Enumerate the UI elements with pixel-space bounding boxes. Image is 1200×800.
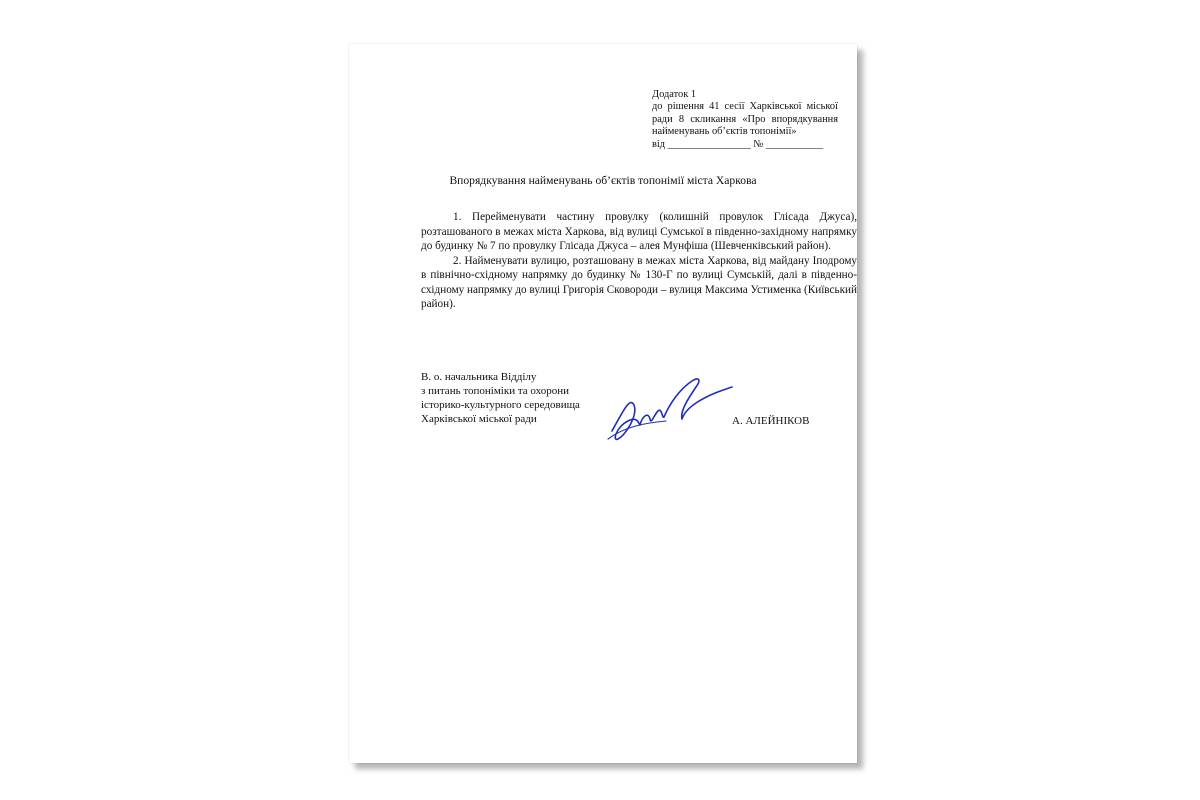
signer-line-2: з питань топоніміки та охорони <box>421 385 569 397</box>
appendix-line-3: ради 8 скликання «Про впорядкування <box>652 113 838 125</box>
signer-name: А. АЛЕЙНІКОВ <box>732 415 810 427</box>
appendix-header <box>652 89 838 151</box>
appendix-line-1: Додаток 1 <box>652 89 697 100</box>
document-body <box>421 210 857 312</box>
document-title: Впорядкування найменувань об’єктів топонімії міста Харкова <box>449 174 757 187</box>
paragraph-1: 1. Перейменувати частину провулку (колишній провулок Глісада Джуса), розташованого в межах міста Харкова, від вулиці Сумської в південно-західному напрямку до будинку № 7 по провулку Глісада Джуса – алея Мунфіша (Шевченківський район). <box>421 211 857 252</box>
document-page <box>349 44 857 763</box>
signer-line-1: В. о. начальника Відділу <box>421 371 537 383</box>
signer-line-3: історико-культурного середовища <box>421 399 580 411</box>
paragraph-2: 2. Найменувати вулицю, розташовану в межах міста Харкова, від майдану Іподрому в північно-східному напрямку до будинку № 130-Г по вулиці Сумській, далі в південно-східному напрямку до вулиці Григорія Сковороди – вулиця Максима Устименка (Київський район). <box>421 254 857 310</box>
appendix-line-2: до рішення 41 сесії Харківської міської <box>652 101 838 113</box>
handwritten-signature-icon <box>604 369 734 449</box>
signer-line-4: Харківської міської ради <box>421 413 537 425</box>
appendix-line-5: від ________________ № ___________ <box>652 138 824 150</box>
appendix-line-4: найменувань об’єктів топонімії» <box>652 126 797 138</box>
signer-position <box>421 370 611 426</box>
